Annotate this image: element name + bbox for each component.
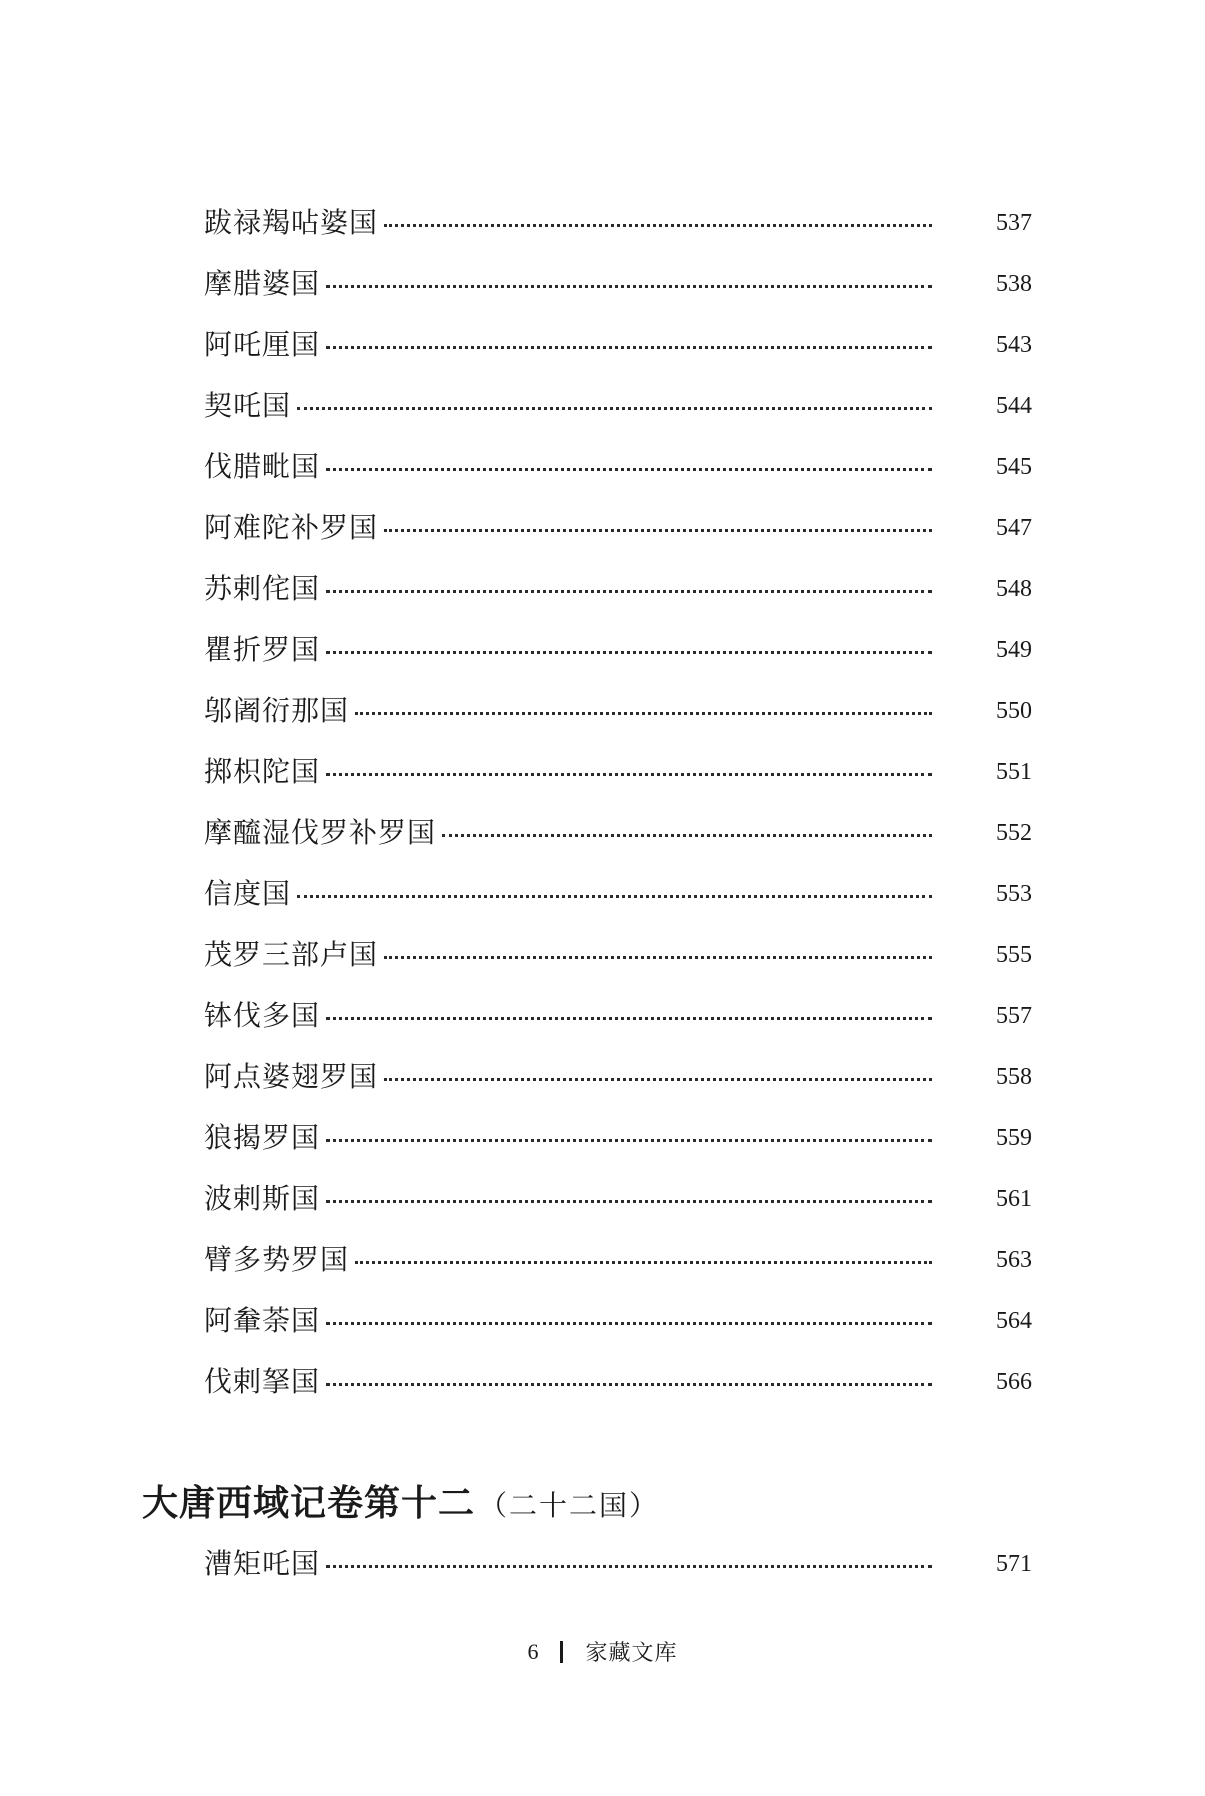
toc-entry-title: 掷枳陀国 bbox=[204, 755, 321, 788]
toc-entry[interactable] bbox=[204, 1301, 1032, 1341]
toc-entry-page: 566 bbox=[996, 1369, 1032, 1395]
dot-leader bbox=[297, 407, 932, 410]
section-heading bbox=[142, 1475, 659, 1531]
toc-entry-title: 邬阇衍那国 bbox=[204, 694, 350, 727]
toc-entry-page: 563 bbox=[996, 1247, 1032, 1273]
toc-entry[interactable] bbox=[204, 264, 1032, 304]
toc-entry-page: 547 bbox=[996, 515, 1032, 541]
toc-entry-page: 538 bbox=[996, 271, 1032, 297]
toc-entry-page: 549 bbox=[996, 637, 1032, 663]
dot-leader bbox=[326, 1200, 932, 1203]
toc-entry[interactable] bbox=[204, 752, 1032, 792]
toc-entry[interactable] bbox=[204, 935, 1032, 975]
dot-leader bbox=[326, 1565, 932, 1568]
toc-entry[interactable] bbox=[204, 203, 1032, 243]
toc-entry-page: 571 bbox=[996, 1551, 1032, 1577]
toc-entry-page: 553 bbox=[996, 881, 1032, 907]
toc-entry-title: 苏剌侘国 bbox=[204, 572, 321, 605]
toc-entry-title: 跋禄羯呫婆国 bbox=[204, 206, 379, 239]
toc-entry[interactable] bbox=[204, 1057, 1032, 1097]
dot-leader bbox=[326, 651, 932, 654]
dot-leader bbox=[326, 1383, 932, 1386]
toc-entry-title: 瞿折罗国 bbox=[204, 633, 321, 666]
toc-entry-title: 钵伐多国 bbox=[204, 999, 321, 1032]
dot-leader bbox=[326, 1322, 932, 1325]
toc-entry-title: 信度国 bbox=[204, 877, 292, 910]
toc-entry[interactable] bbox=[204, 508, 1032, 548]
toc-entry-title: 契吒国 bbox=[204, 389, 292, 422]
toc-entry-page: 559 bbox=[996, 1125, 1032, 1151]
toc-entry[interactable] bbox=[204, 1240, 1032, 1280]
dot-leader bbox=[326, 1017, 932, 1020]
toc-entry-title: 茂罗三部卢国 bbox=[204, 938, 379, 971]
footer-separator bbox=[560, 1641, 563, 1663]
toc-entry-title: 阿难陀补罗国 bbox=[204, 511, 379, 544]
dot-leader bbox=[326, 346, 932, 349]
toc-entry-page: 561 bbox=[996, 1186, 1032, 1212]
toc-entry[interactable] bbox=[204, 813, 1032, 853]
section-count: （二十二国） bbox=[479, 1489, 660, 1522]
toc-entry-title: 漕矩吒国 bbox=[204, 1547, 321, 1580]
toc-entry-page: 544 bbox=[996, 393, 1032, 419]
page-footer bbox=[0, 1636, 1205, 1667]
toc-entry[interactable] bbox=[204, 569, 1032, 609]
toc-entry[interactable] bbox=[204, 630, 1032, 670]
dot-leader bbox=[442, 834, 932, 837]
dot-leader bbox=[384, 529, 932, 532]
dot-leader bbox=[297, 895, 932, 898]
dot-leader bbox=[326, 468, 932, 471]
dot-leader bbox=[384, 956, 932, 959]
toc-entry-title: 阿点婆翅罗国 bbox=[204, 1060, 379, 1093]
toc-entry-title: 伐剌拏国 bbox=[204, 1365, 321, 1398]
toc-entry[interactable] bbox=[204, 1118, 1032, 1158]
toc-entry-title: 伐腊毗国 bbox=[204, 450, 321, 483]
toc-entry-page: 543 bbox=[996, 332, 1032, 358]
dot-leader bbox=[384, 224, 932, 227]
toc-entry[interactable] bbox=[204, 447, 1032, 487]
toc-entry-title: 阿軬荼国 bbox=[204, 1304, 321, 1337]
section-title: 大唐西域记卷第十二 bbox=[142, 1482, 476, 1524]
dot-leader bbox=[355, 1261, 932, 1264]
toc-entry[interactable] bbox=[204, 874, 1032, 914]
toc-entry[interactable] bbox=[204, 325, 1032, 365]
dot-leader bbox=[326, 285, 932, 288]
dot-leader bbox=[326, 1139, 932, 1142]
dot-leader bbox=[326, 773, 932, 776]
toc-entry-title: 摩醯湿伐罗补罗国 bbox=[204, 816, 437, 849]
toc-entry-page: 550 bbox=[996, 698, 1032, 724]
toc-entry[interactable] bbox=[204, 1362, 1032, 1402]
toc-entry-page: 552 bbox=[996, 820, 1032, 846]
toc-entry-title: 臂多势罗国 bbox=[204, 1243, 350, 1276]
footer-series-title: 家藏文库 bbox=[585, 1641, 678, 1666]
toc-entry-page: 551 bbox=[996, 759, 1032, 785]
toc-entry-title: 阿吒厘国 bbox=[204, 328, 321, 361]
toc-entry-title: 波剌斯国 bbox=[204, 1182, 321, 1215]
dot-leader bbox=[355, 712, 932, 715]
toc-entry-title: 狼揭罗国 bbox=[204, 1121, 321, 1154]
toc-entry-page: 558 bbox=[996, 1064, 1032, 1090]
toc-entry[interactable] bbox=[204, 386, 1032, 426]
toc-entry[interactable] bbox=[204, 996, 1032, 1036]
dot-leader bbox=[384, 1078, 932, 1081]
footer-page-number: 6 bbox=[527, 1638, 539, 1664]
toc-entry-page: 545 bbox=[996, 454, 1032, 480]
toc-entry-page: 557 bbox=[996, 1003, 1032, 1029]
toc-entry-page: 537 bbox=[996, 210, 1032, 236]
toc-entry[interactable] bbox=[204, 691, 1032, 731]
toc-entry[interactable] bbox=[204, 1544, 1032, 1584]
toc-entry[interactable] bbox=[204, 1179, 1032, 1219]
toc-entry-title: 摩腊婆国 bbox=[204, 267, 321, 300]
toc-entry-page: 564 bbox=[996, 1308, 1032, 1334]
dot-leader bbox=[326, 590, 932, 593]
toc-entry-page: 548 bbox=[996, 576, 1032, 602]
toc-entry-page: 555 bbox=[996, 942, 1032, 968]
